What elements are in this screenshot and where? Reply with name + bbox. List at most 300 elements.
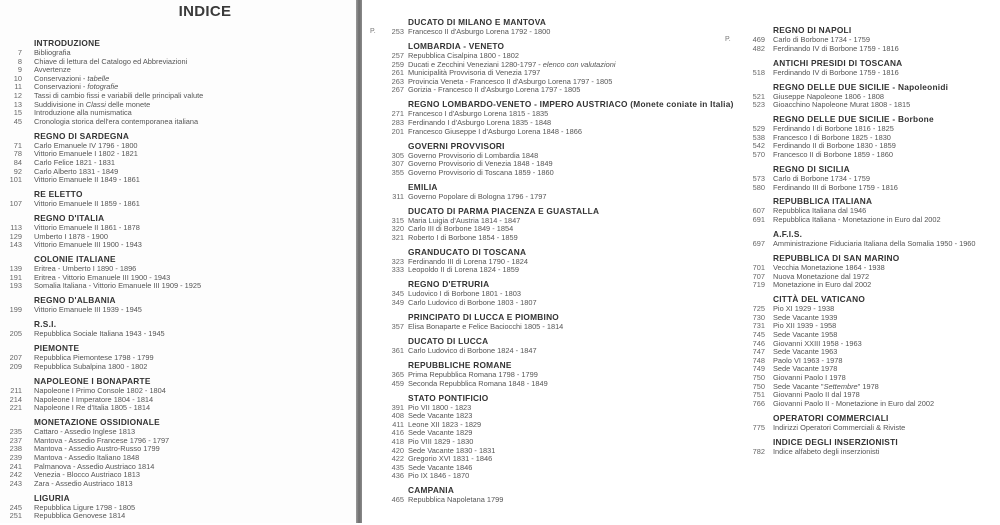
entry-title — [773, 400, 934, 409]
page-prefix — [370, 447, 384, 456]
page-prefix — [725, 264, 735, 273]
page-number: 435 — [391, 462, 404, 472]
entry-text: Sede Vacante 1958 — [773, 330, 838, 339]
index-section — [370, 17, 700, 37]
entry-text: Governo Provvisorio di Venezia 1848 - 1849 — [408, 159, 553, 169]
section-heading: LOMBARDIA - VENETO — [408, 40, 505, 51]
page-prefix — [370, 52, 384, 61]
entry-text: Governo Popolare di Bologna 1796 - 1797 — [408, 191, 547, 201]
index-entry — [0, 330, 350, 339]
entry-text: Giuseppe Napoleone 1806 - 1808 — [773, 91, 884, 101]
entry-text: Gioacchino Napoleone Murat 1808 - 1815 — [773, 100, 911, 110]
entry-text: Carlo di Borbone 1734 - 1759 — [773, 35, 870, 44]
entry-text: Seconda Repubblica Romana 1848 - 1849 — [408, 378, 548, 388]
section-heading: REGNO DELLE DUE SICILIE - Borbone — [773, 114, 934, 125]
page-number: 10 — [13, 73, 22, 83]
entry-text: Sede Vacante 1829 — [408, 428, 473, 438]
entry-text: Provincia Veneta - Francesco II d'Asburgo Lorena 1797 - 1805 — [408, 76, 613, 86]
page-prefix — [370, 193, 384, 202]
index-entry — [0, 480, 350, 489]
section-heading: DUCATO DI PARMA PIACENZA E GUASTALLA — [408, 205, 600, 216]
index-section — [370, 279, 700, 307]
section-heading: NAPOLEONE I BONAPARTE — [34, 375, 151, 386]
entry-title — [408, 323, 563, 332]
page-prefix — [370, 258, 384, 267]
section-heading: LIGURIA — [34, 492, 70, 503]
entry-text: Pio XI 1929 - 1938 — [773, 304, 835, 314]
entry-text: Ferdinando II di Borbone 1830 - 1859 — [773, 141, 896, 151]
page-prefix — [725, 216, 735, 225]
page-number: 422 — [391, 454, 404, 464]
index-section — [725, 253, 1000, 290]
index-section — [725, 294, 1000, 408]
index-entry — [725, 216, 1000, 225]
index-entry — [0, 404, 350, 413]
page-number: 139 — [9, 264, 22, 274]
index-entry — [370, 347, 700, 356]
page-number: 11 — [14, 82, 22, 92]
page-number: 241 — [9, 461, 22, 471]
entry-text-after: delle monete — [105, 99, 151, 109]
page-prefix: P. — [370, 28, 376, 35]
entry-italic-text: fotografie — [87, 82, 119, 92]
section-heading: REPUBBLICA ITALIANA — [773, 196, 873, 207]
entry-title — [34, 306, 142, 315]
entry-text: Napoleone I Re d'Italia 1805 - 1814 — [34, 403, 151, 413]
page-number: 731 — [752, 321, 765, 331]
page-number: 251 — [9, 511, 22, 521]
section-heading: STATO PONTIFICIO — [408, 392, 489, 403]
page-prefix — [725, 175, 735, 184]
page-number: 750 — [752, 372, 765, 382]
index-section — [370, 393, 700, 481]
page-number: 214 — [9, 394, 22, 404]
entry-title — [34, 200, 140, 209]
page-number: 355 — [391, 167, 404, 177]
entry-title — [34, 404, 150, 413]
page-number: 84 — [13, 157, 22, 167]
index-entry — [370, 323, 700, 332]
page-prefix — [725, 374, 735, 383]
index-section — [725, 413, 1000, 433]
section-heading: REGNO D'ETRURIA — [408, 279, 490, 290]
page-prefix — [370, 323, 384, 332]
page-prefix — [725, 424, 735, 433]
index-section — [725, 229, 1000, 249]
index-section — [0, 254, 350, 291]
entry-text: Monetazione in Euro dal 2002 — [773, 280, 872, 290]
page-number: 242 — [9, 470, 22, 480]
index-entry — [370, 169, 700, 178]
index-section — [725, 114, 1000, 159]
page-number: 321 — [391, 232, 404, 242]
entry-text: Carlo Alberto 1831 - 1849 — [34, 166, 119, 176]
index-entry — [0, 306, 350, 315]
entry-text: Tassi di cambio fissi e variabili delle principali valute — [34, 90, 204, 100]
entry-text: Municipalità Provvisoria di Venezia 1797 — [408, 68, 541, 78]
page-number: 416 — [391, 428, 404, 438]
entry-text: Cronologia storica dell'era contemporanea italiana — [34, 116, 199, 126]
index-entry — [725, 281, 1000, 290]
index-column-1 — [0, 38, 350, 525]
entry-text: Ducati e Zecchini Veneziani 1280-1797 - — [408, 59, 543, 69]
entry-text: Giovanni XXIII 1958 - 1963 — [773, 338, 862, 348]
entry-title — [773, 240, 976, 249]
entry-text: Francesco II di Borbone 1859 - 1860 — [773, 149, 893, 159]
entry-text: Eritrea - Umberto I 1890 - 1896 — [34, 264, 137, 274]
entry-italic-text: tabelle — [87, 73, 110, 83]
page-number: 730 — [752, 312, 765, 322]
page-prefix — [725, 391, 735, 400]
page-number: 209 — [9, 361, 22, 371]
entry-title — [773, 281, 871, 290]
page-prefix: P. — [725, 36, 731, 43]
page-number: 745 — [752, 330, 765, 339]
entry-text: Leopoldo II di Lorena 1824 - 1859 — [408, 265, 519, 275]
page-number: 538 — [752, 132, 765, 142]
index-section — [370, 99, 734, 136]
page-number: 719 — [752, 280, 765, 290]
page-prefix — [370, 266, 384, 275]
entry-title — [408, 266, 519, 275]
page-number: 349 — [391, 298, 404, 308]
page-prefix — [370, 380, 384, 389]
page-number: 245 — [9, 502, 22, 512]
section-heading: REGNO DI SICILIA — [773, 163, 850, 174]
entry-title — [34, 363, 147, 372]
page-number: 751 — [752, 390, 765, 400]
page-prefix — [370, 412, 384, 421]
entry-text: Sede Vacante 1823 — [408, 411, 473, 421]
page-prefix — [370, 160, 384, 169]
page-number: 529 — [752, 124, 765, 134]
page-prefix — [725, 184, 735, 193]
index-entry — [370, 234, 700, 243]
entry-text: Carlo di Borbone 1734 - 1759 — [773, 173, 870, 183]
page-prefix — [725, 322, 735, 331]
entry-text: Carlo III di Borbone 1849 - 1854 — [408, 224, 514, 234]
index-section — [725, 58, 1000, 78]
entry-title — [773, 69, 899, 78]
page-prefix — [370, 429, 384, 438]
page-prefix — [725, 93, 735, 102]
page-prefix — [370, 496, 384, 505]
entry-text: Ferdinando I di Borbone 1816 - 1825 — [773, 124, 894, 134]
entry-italic-text: Classi — [85, 99, 106, 109]
entry-text: Carlo Ludovico di Borbone 1824 - 1847 — [408, 345, 537, 355]
index-entry — [370, 128, 700, 137]
index-entry — [725, 340, 1000, 349]
section-heading: INTRODUZIONE — [34, 38, 101, 48]
section-heading: MONETAZIONE OSSIDIONALE — [34, 417, 160, 428]
page-number: 143 — [9, 240, 22, 250]
page-prefix — [370, 78, 384, 87]
page-number: 267 — [391, 85, 404, 95]
index-section — [370, 182, 700, 202]
entry-text: Repubblica Cisalpina 1800 - 1802 — [408, 50, 519, 60]
index-entry — [370, 193, 700, 202]
index-entry — [0, 363, 350, 372]
index-entry — [0, 200, 350, 209]
section-heading: CITTÀ DEL VATICANO — [773, 294, 866, 305]
page-number: 307 — [391, 159, 404, 169]
page-prefix — [370, 404, 384, 413]
page-number: 418 — [391, 436, 404, 446]
index-section — [0, 343, 350, 371]
entry-text: Indirizzi Operatori Commerciali & Riviste — [773, 422, 906, 432]
page-number: 750 — [752, 381, 765, 391]
entry-text: Repubblica Piemontese 1798 - 1799 — [34, 353, 154, 363]
page-prefix — [370, 61, 384, 70]
page-prefix — [725, 357, 735, 366]
page-number: 8 — [17, 56, 22, 66]
entry-text: Indice alfabeto degli inserzionisti — [773, 446, 880, 456]
index-entry — [370, 28, 700, 37]
index-entry — [370, 472, 700, 481]
index-section — [0, 189, 350, 209]
index-entry — [725, 322, 1000, 331]
entry-text: Vittorio Emanuele III 1939 - 1945 — [34, 305, 142, 315]
page-number: 92 — [13, 166, 22, 176]
page-prefix — [370, 217, 384, 226]
entry-title — [408, 380, 548, 389]
index-entry — [725, 314, 1000, 323]
page-prefix — [370, 69, 384, 78]
page-number: 263 — [391, 76, 404, 86]
entry-title — [773, 45, 899, 54]
entry-title — [408, 347, 537, 356]
page-prefix — [725, 240, 735, 249]
index-section — [0, 493, 350, 521]
page-number: 253 — [391, 27, 404, 36]
index-section — [370, 41, 700, 95]
section-heading: A.F.I.S. — [773, 229, 803, 240]
entry-text: Gregorio XVI 1831 - 1846 — [408, 454, 493, 464]
entry-text: Maria Luigia d'Austria 1814 - 1847 — [408, 215, 521, 225]
page-prefix — [370, 421, 384, 430]
entry-text: Repubblica Italiana - Monetazione in Euro dal 2002 — [773, 215, 941, 225]
entry-text: Francesco Giuseppe I d'Asburgo Lorena 1848 - 1866 — [408, 126, 582, 136]
page-number: 259 — [391, 59, 404, 69]
index-entry — [725, 331, 1000, 340]
entry-title — [773, 424, 905, 433]
entry-text: Elisa Bonaparte e Felice Baciocchi 1805 - 1814 — [408, 322, 564, 331]
index-entry — [725, 69, 1000, 78]
entry-text: Introduzione alla numismatica — [34, 108, 132, 118]
section-heading: GOVERNI PROVVISORI — [408, 140, 505, 151]
index-entry — [0, 282, 350, 291]
page-number: 701 — [752, 263, 765, 273]
section-heading: GRANDUCATO DI TOSCANA — [408, 246, 527, 257]
index-entry — [0, 512, 350, 521]
entry-title — [34, 241, 142, 250]
entry-text: Francesco I di Borbone 1825 - 1830 — [773, 132, 891, 142]
entry-text: Amministrazione Fiduciaria Italiana della Somalia 1950 - 1960 — [773, 239, 976, 249]
page-number: 411 — [392, 419, 404, 429]
page-number: 365 — [391, 369, 404, 379]
section-heading: COLONIE ITALIANE — [34, 254, 116, 265]
index-entry — [725, 305, 1000, 314]
index-entry — [0, 176, 350, 185]
entry-text: Leone XII 1823 - 1829 — [408, 419, 482, 429]
page-prefix — [725, 281, 735, 290]
entry-title — [408, 128, 582, 137]
page-number: 78 — [13, 149, 22, 159]
index-entry — [725, 383, 1000, 392]
entry-text: Sede Vacante " — [773, 381, 824, 391]
section-heading: R.S.I. — [34, 319, 57, 330]
page-number: 201 — [391, 126, 404, 136]
entry-title — [34, 282, 201, 291]
entry-title — [408, 28, 550, 37]
index-entry — [370, 496, 700, 505]
index-entry — [725, 240, 1000, 249]
page-prefix — [725, 448, 735, 457]
page-number: 691 — [752, 215, 765, 225]
section-heading: RE ELETTO — [34, 189, 83, 200]
section-heading: DUCATO DI MILANO E MANTOVA — [408, 17, 547, 27]
page-prefix — [725, 151, 735, 160]
index-section — [0, 376, 350, 413]
page-number: 766 — [752, 398, 765, 408]
page-number: 71 — [13, 140, 22, 150]
section-heading: REPUBBLICA DI SAN MARINO — [773, 253, 900, 264]
page-prefix — [370, 169, 384, 178]
page-number: 243 — [9, 478, 22, 488]
entry-text: Venezia - Blocco Austriaco 1813 — [34, 470, 140, 480]
entry-text: Mantova - Assedio Italiano 1848 — [34, 452, 140, 462]
entry-italic-text: Settembre — [823, 381, 858, 391]
page-prefix — [725, 125, 735, 134]
index-entry — [725, 151, 1000, 160]
page-prefix — [370, 472, 384, 481]
entry-text: Ferdinando IV di Borbone 1759 - 1816 — [773, 43, 899, 53]
section-heading: EMILIA — [408, 181, 438, 192]
entry-text: Ferdinando III di Lorena 1790 - 1824 — [408, 256, 528, 266]
entry-text: Napoleone I Imperatore 1804 - 1814 — [34, 394, 154, 404]
page-number: 748 — [752, 355, 765, 365]
page-prefix — [725, 348, 735, 357]
entry-title — [773, 216, 941, 225]
section-heading: DUCATO DI LUCCA — [408, 335, 489, 346]
entry-text: Napoleone I Primo Console 1802 - 1804 — [34, 385, 166, 395]
page-prefix — [370, 86, 384, 95]
page-prefix — [725, 142, 735, 151]
page-number: 238 — [9, 444, 22, 454]
entry-text: Pio IX 1846 - 1870 — [408, 471, 470, 481]
page-prefix — [725, 314, 735, 323]
page-prefix — [725, 69, 735, 78]
page-number: 305 — [391, 150, 404, 160]
page-number: 345 — [391, 289, 404, 299]
index-section — [370, 336, 700, 356]
index-section — [725, 25, 1000, 53]
entry-title — [773, 184, 898, 193]
entry-title — [773, 151, 893, 160]
page-number: 469 — [752, 35, 765, 44]
entry-title — [408, 496, 503, 505]
index-entry — [725, 101, 1000, 110]
page-number: 542 — [752, 141, 765, 151]
page-prefix — [725, 331, 735, 340]
entry-title — [34, 330, 165, 339]
entry-text: Sede Vacante 1978 — [773, 364, 838, 374]
page-number: 311 — [392, 191, 404, 201]
entry-title — [34, 512, 125, 521]
entry-text: Cattaro - Assedio Inglese 1813 — [34, 427, 136, 437]
page-number: 320 — [391, 224, 404, 234]
entry-title — [773, 101, 910, 110]
page-number: 9 — [17, 65, 22, 75]
page-prefix — [370, 110, 384, 119]
index-entry — [725, 448, 1000, 457]
index-entry — [370, 86, 700, 95]
page-prefix — [370, 299, 384, 308]
entry-text: Roberto I di Borbone 1854 - 1859 — [408, 232, 518, 242]
index-section — [725, 196, 1000, 224]
page-number: 261 — [391, 68, 404, 78]
entry-text: Carlo Ludovico di Borbone 1803 - 1807 — [408, 298, 537, 308]
page-number: 257 — [391, 50, 404, 60]
index-section — [725, 164, 1000, 192]
page-prefix — [370, 225, 384, 234]
index-column-3 — [725, 25, 1000, 461]
index-entry — [370, 299, 700, 308]
page-number: 573 — [752, 173, 765, 183]
entry-text: Sede Vacante 1939 — [773, 312, 838, 322]
page-number: 333 — [391, 265, 404, 275]
entry-text: Chiave di lettura del Catalogo ed Abbreviazioni — [34, 56, 188, 66]
entry-text: Conservazioni - — [34, 73, 88, 83]
page-number: 13 — [13, 99, 22, 109]
entry-text: Sede Vacante 1846 — [408, 462, 473, 472]
entry-text: Ferdinando III di Borbone 1759 - 1816 — [773, 182, 898, 192]
section-heading: ANTICHI PRESIDI DI TOSCANA — [773, 57, 903, 68]
index-entry — [725, 424, 1000, 433]
index-section — [0, 417, 350, 488]
entry-text: Carlo Felice 1821 - 1831 — [34, 157, 115, 167]
page-number: 315 — [391, 215, 404, 225]
index-section — [370, 206, 700, 243]
entry-text: Giovanni Paolo II - Monetazione in Euro dal 2002 — [773, 398, 935, 408]
page-number: 725 — [752, 304, 765, 314]
entry-title — [408, 472, 469, 481]
index-section — [725, 82, 1000, 110]
section-heading: REGNO LOMBARDO-VENETO - IMPERO AUSTRIACO (Monete coniate in Italia) — [408, 99, 734, 110]
entry-text: Suddivisione in — [34, 99, 86, 109]
index-section — [0, 131, 350, 185]
entry-text-after: " 1978 — [857, 381, 879, 391]
entry-text: Sede Vacante 1963 — [773, 347, 838, 357]
page-prefix — [370, 234, 384, 243]
entry-text: Mantova - Assedio Austro-Russo 1799 — [34, 444, 160, 454]
entry-text: Gorizia - Francesco II d'Asburgo Lorena 1797 - 1805 — [408, 85, 581, 95]
entry-title — [408, 193, 546, 202]
entry-text: Ludovico I di Borbone 1801 - 1803 — [408, 289, 521, 299]
page-number: 408 — [391, 411, 404, 421]
page-title: INDICE — [178, 3, 232, 20]
section-heading: REPUBBLICHE ROMANE — [408, 359, 512, 370]
page-number: 239 — [9, 452, 22, 462]
index-entry — [725, 357, 1000, 366]
page-prefix — [370, 371, 384, 380]
page-prefix — [370, 119, 384, 128]
index-section — [0, 38, 350, 126]
page-prefix — [370, 455, 384, 464]
index-entry — [370, 266, 700, 275]
index-column-2 — [370, 17, 734, 509]
page-prefix — [725, 383, 735, 392]
